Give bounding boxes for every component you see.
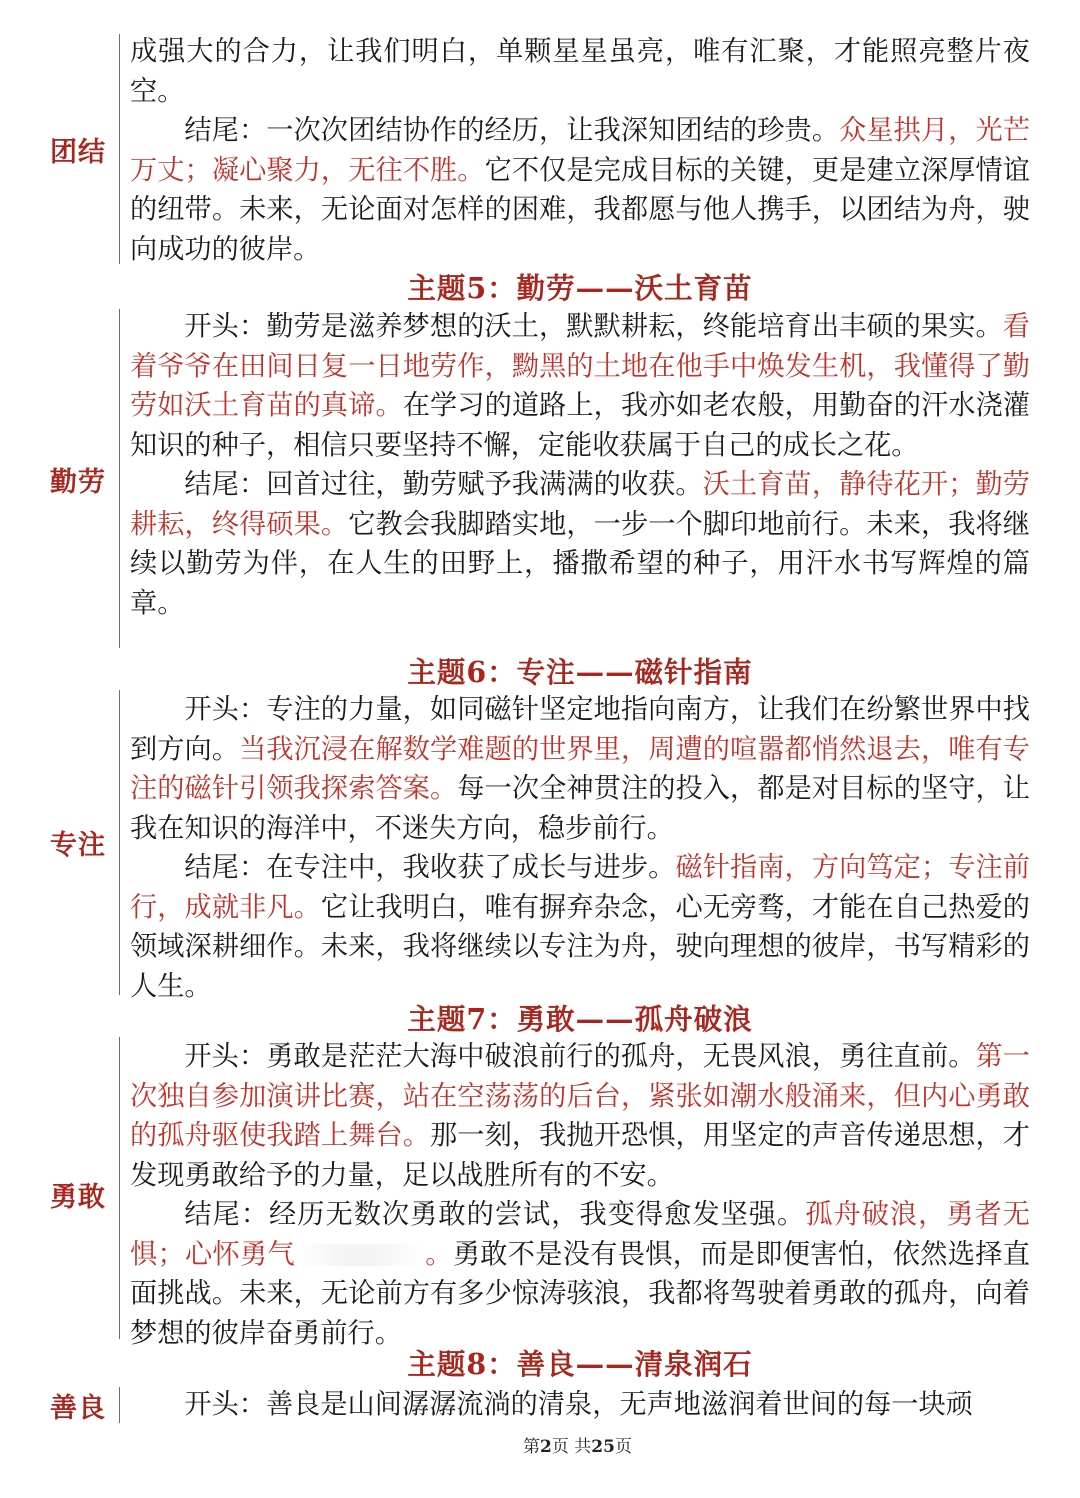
text-run: 成强大的合力，让我们明白，单颗星星虽亮，唯有汇聚，才能照亮整片夜空。 [130,36,1030,107]
text-run: 结尾：回首过往，勤劳赋予我满满的收获。 [184,469,703,500]
side-label-focus: 专注 [50,830,106,861]
page-footer [0,1432,1080,1457]
side-rule [119,309,120,648]
text-run: 结尾：在专注中，我收获了成长与进步。 [184,852,676,883]
obscured-region [295,1244,425,1266]
side-label-diligence: 勤劳 [50,467,106,498]
highlight-text: 众星拱月，光芒万丈；凝心聚力，无往不胜。 [130,115,1030,186]
text-run: 结尾：经历无数次勇敢的尝试，我变得愈发坚强。 [184,1199,806,1230]
text-run: 它不仅是完成目标的关键，更是建立深厚情谊的纽带。未来，无论面对怎样的困难，我都愿与他人携手，以团结为舟，驶向成功的彼岸。 [130,154,1030,265]
paragraph-ending [130,1195,1030,1353]
paragraph-ending [130,111,1030,269]
body-diligence [130,307,1030,623]
text-run: 在学习的道路上，我亦如老农般，用勤奋的汗水浇灌知识的种子，相信只要坚持不懈，定能收获属于自己的成长之花。 [130,390,1030,461]
highlight-text: 沃土育苗，静待花开；勤劳耕耘，终得硕果。 [130,469,1030,540]
side-rule [119,1387,120,1423]
heading-theme-5: 主题5：勤劳——沃土育苗 [407,271,753,305]
body-focus [130,690,1030,1006]
text-run: 它让我明白，唯有摒弃杂念，心无旁骛，才能在自己热爱的领域深耕细作。未来，我将继续以专注为舟，驶向理想的彼岸，书写精彩的人生。 [130,891,1030,1002]
heading-theme-7: 主题7：勇敢——孤舟破浪 [407,1002,753,1036]
heading-theme-6: 主题6：专注——磁针指南 [407,655,753,689]
paragraph-ending [130,465,1030,623]
footer-text: 页 共 [551,1437,592,1457]
footer-text: 页 [614,1437,632,1457]
footer-text: 第 [523,1437,541,1457]
side-label-courage: 勇敢 [50,1182,106,1213]
paragraph-opening [130,1385,1030,1425]
side-rule [119,34,120,264]
text-run: 勇敢不是没有畏惧，而是即便害怕，依然选择直面挑战。未来，无论前方有多少惊涛骇浪，我都将驾驶着勇敢的孤舟，向着梦想的彼岸奋勇前行。 [130,1238,1030,1349]
body-unity [130,32,1030,269]
page-number: 2 [540,1437,552,1457]
paragraph-ending [130,848,1030,1006]
paragraph-opening [130,307,1030,465]
highlight-text: 孤舟破浪，勇者无惧；心怀勇气 [130,1199,1030,1270]
paragraph [130,32,1030,111]
text-run: 开头：勤劳是滋养梦想的沃土，默默耕耘，终能培育出丰硕的果实。 [184,311,1003,342]
text-run: 结尾：一次次团结协作的经历，让我深知团结的珍贵。 [184,115,840,146]
body-kindness [130,1385,1030,1425]
paragraph-opening [130,690,1030,848]
side-label-unity: 团结 [50,137,106,168]
text-run: 开头：善良是山间潺潺流淌的清泉，无声地滋润着世间的每一块顽 [184,1389,973,1420]
highlight-text: 磁针指南，方向笃定；专注前行，成就非凡。 [130,852,1030,923]
paragraph-opening [130,1037,1030,1195]
side-rule [119,1037,120,1339]
highlight-text: 当我沉浸在解数学难题的世界里，周遭的喧嚣都悄然退去，唯有专注的磁针引领我探索答案。 [130,733,1030,804]
side-rule [119,690,120,995]
text-run: 它教会我脚踏实地，一步一个脚印地前行。未来，我将继续以勤劳为伴，在人生的田野上，播撒希望的种子，用汗水书写辉煌的篇章。 [130,508,1030,619]
text-run: 那一刻，我抛开恐惧，用坚定的声音传递思想，才发现勇敢给予的力量，足以战胜所有的不安。 [130,1120,1030,1191]
highlight-text: 看着爷爷在田间日复一日地劳作，黝黑的土地在他手中焕发生机，我懂得了勤劳如沃土育苗的真谛。 [130,311,1030,421]
side-label-kindness: 善良 [50,1393,106,1424]
heading-theme-8: 主题8：善良——清泉润石 [407,1347,753,1381]
text-run: 开头：专注的力量，如同磁针坚定地指向南方，让我们在纷繁世界中找到方向。 [130,694,1030,765]
text-run: 每一次全神贯注的投入，都是对目标的坚守，让我在知识的海洋中，不迷失方向，稳步前行。 [130,773,1030,844]
highlight-text: 。 [425,1238,453,1270]
page-total: 25 [591,1437,615,1457]
highlight-text: 第一次独自参加演讲比赛，站在空荡荡的后台，紧张如潮水般涌来，但内心勇敢的孤舟驱使我踏上舞台。 [130,1041,1030,1151]
text-run: 开头：勇敢是茫茫大海中破浪前行的孤舟，无畏风浪，勇往直前。 [184,1041,976,1072]
body-courage [130,1037,1030,1353]
